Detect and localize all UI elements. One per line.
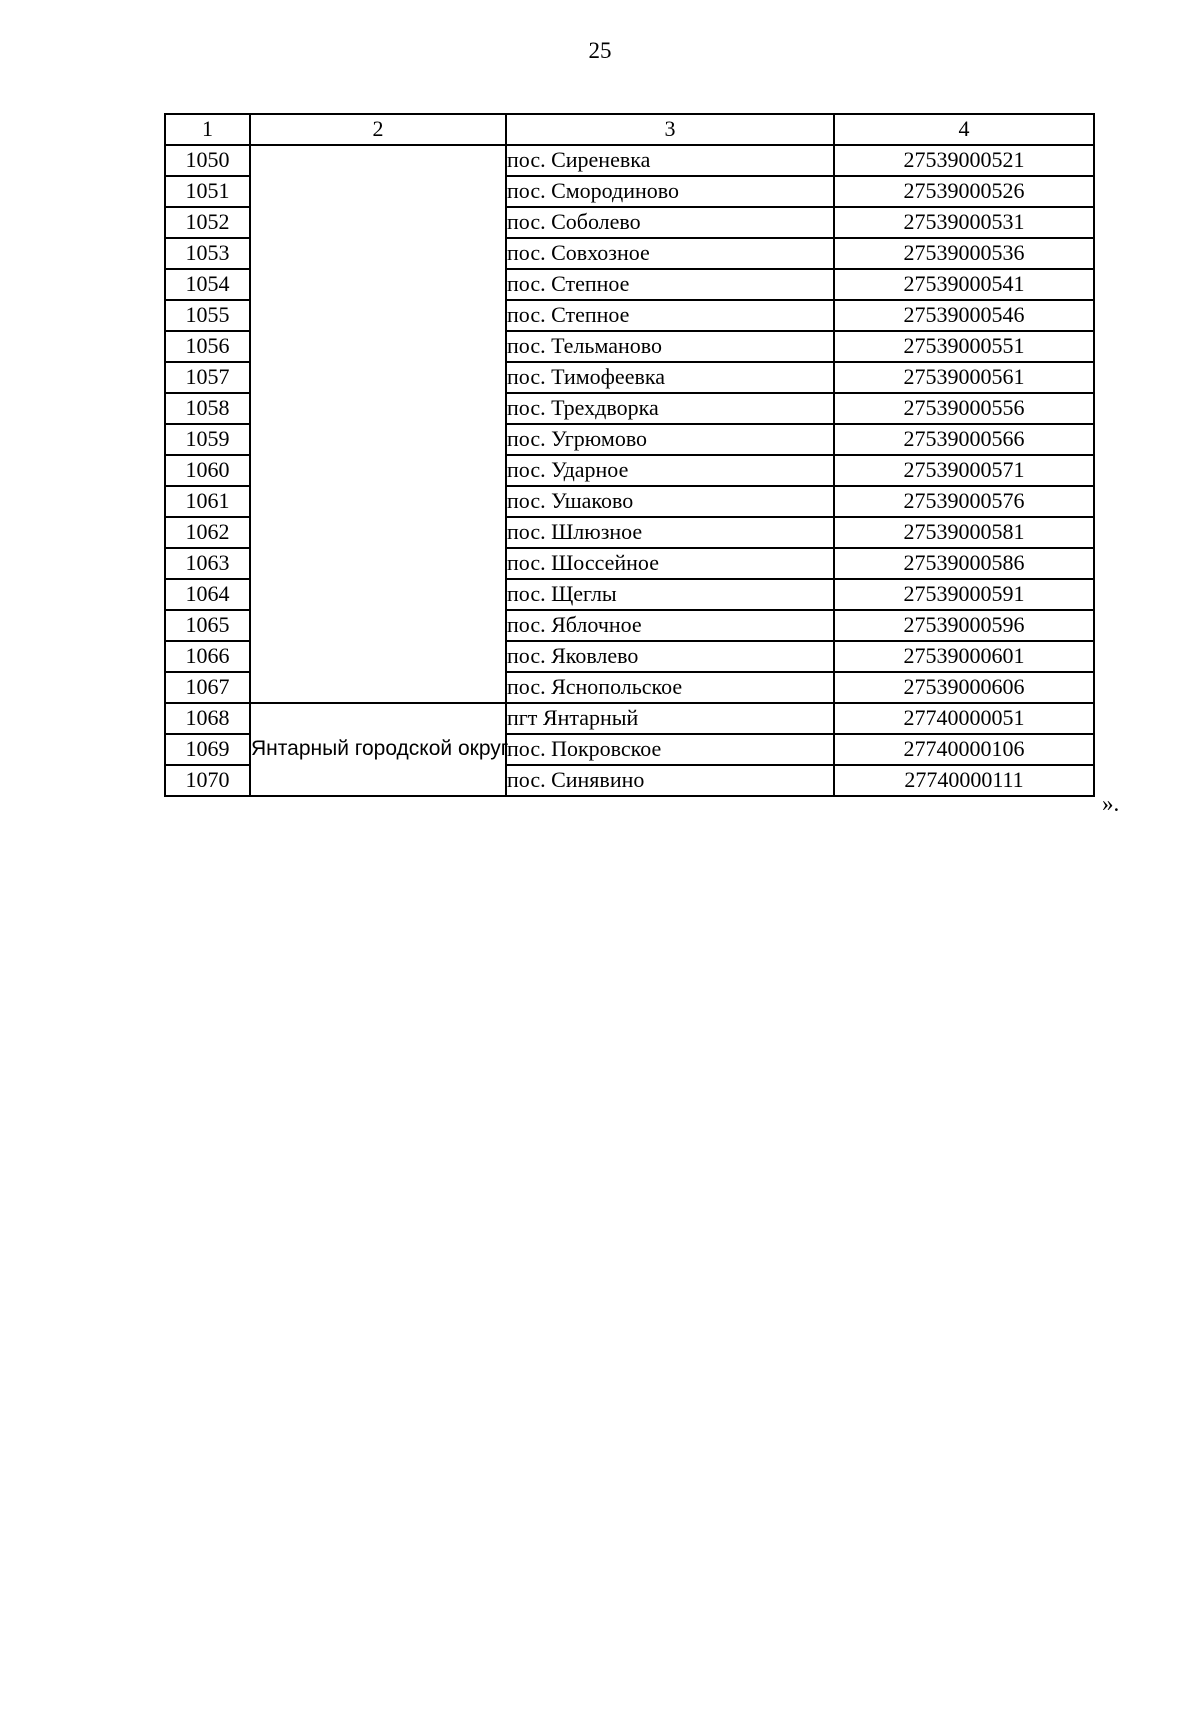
settlement-name: пос. Шлюзное [506,517,834,548]
closing-quote: ». [1102,791,1120,816]
settlement-name: пос. Тельманово [506,331,834,362]
settlement-code: 27539000526 [834,176,1094,207]
row-number: 1059 [165,424,250,455]
row-number: 1050 [165,145,250,176]
settlement-name: пос. Яснопольское [506,672,834,703]
row-number: 1070 [165,765,250,796]
row-number: 1057 [165,362,250,393]
settlement-name: пос. Синявино [506,765,834,796]
settlement-code: 27740000111 [834,765,1094,796]
settlement-code: 27740000051 [834,703,1094,734]
table-body [165,145,1094,796]
settlement-name: пос. Угрюмово [506,424,834,455]
page-number: 25 [588,38,612,63]
settlement-name: пос. Соболево [506,207,834,238]
row-number: 1063 [165,548,250,579]
settlement-name: пос. Смородиново [506,176,834,207]
settlement-code: 27539000546 [834,300,1094,331]
settlements-table [164,113,1095,797]
settlement-name: пос. Шоссейное [506,548,834,579]
settlement-name: пос. Яковлево [506,641,834,672]
settlement-name: пос. Ушаково [506,486,834,517]
settlement-name: пос. Щеглы [506,579,834,610]
settlement-code: 27539000606 [834,672,1094,703]
column-header-1: 1 [165,114,250,145]
table-header [165,114,1094,145]
settlement-name: пос. Степное [506,300,834,331]
header-row [165,114,1094,145]
district-cell: Янтарный городской округ [250,703,506,796]
column-header-2: 2 [250,114,506,145]
settlement-name: пос. Ударное [506,455,834,486]
row-number: 1052 [165,207,250,238]
settlement-name: пос. Яблочное [506,610,834,641]
row-number: 1060 [165,455,250,486]
column-header-3: 3 [506,114,834,145]
row-number: 1051 [165,176,250,207]
settlement-name: пгт Янтарный [506,703,834,734]
settlement-code: 27539000536 [834,238,1094,269]
row-number: 1065 [165,610,250,641]
row-number: 1056 [165,331,250,362]
row-number: 1064 [165,579,250,610]
column-header-4: 4 [834,114,1094,145]
settlement-code: 27539000576 [834,486,1094,517]
settlement-code: 27539000551 [834,331,1094,362]
settlement-code: 27539000541 [834,269,1094,300]
row-number: 1069 [165,734,250,765]
row-number: 1068 [165,703,250,734]
row-number: 1067 [165,672,250,703]
settlement-code: 27740000106 [834,734,1094,765]
settlement-code: 27539000581 [834,517,1094,548]
settlement-name: пос. Трехдворка [506,393,834,424]
row-number: 1054 [165,269,250,300]
table-row [165,703,1094,734]
settlement-code: 27539000571 [834,455,1094,486]
row-number: 1055 [165,300,250,331]
settlement-code: 27539000566 [834,424,1094,455]
settlement-code: 27539000561 [834,362,1094,393]
row-number: 1062 [165,517,250,548]
settlement-code: 27539000556 [834,393,1094,424]
district-cell [250,145,506,703]
settlement-name: пос. Степное [506,269,834,300]
row-number: 1066 [165,641,250,672]
row-number: 1061 [165,486,250,517]
settlement-name: пос. Совхозное [506,238,834,269]
table-row [165,145,1094,176]
settlement-name: пос. Тимофеевка [506,362,834,393]
settlement-code: 27539000531 [834,207,1094,238]
settlement-code: 27539000591 [834,579,1094,610]
settlement-code: 27539000596 [834,610,1094,641]
row-number: 1053 [165,238,250,269]
settlement-name: пос. Покровское [506,734,834,765]
settlement-code: 27539000586 [834,548,1094,579]
settlement-code: 27539000521 [834,145,1094,176]
row-number: 1058 [165,393,250,424]
settlement-code: 27539000601 [834,641,1094,672]
settlement-name: пос. Сиреневка [506,145,834,176]
